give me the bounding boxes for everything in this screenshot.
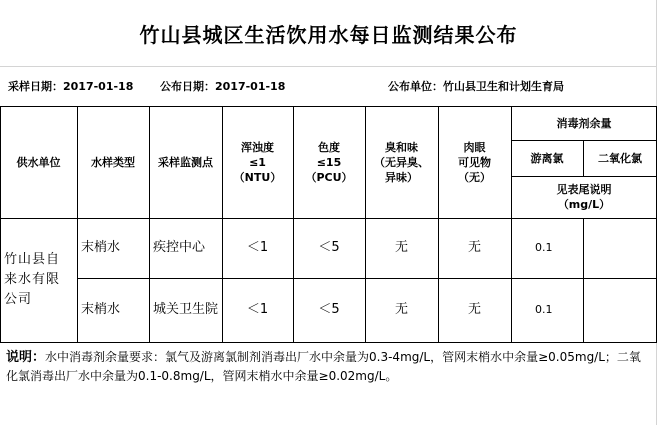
table-border — [0, 342, 657, 343]
row-2-water-type: 末梢水 — [81, 302, 121, 317]
row-2-odor: 无 — [394, 302, 408, 317]
row-1-visible-matter: 无 — [467, 240, 481, 255]
header-color: 色度 ≤15 （PCU） — [305, 140, 353, 184]
row-1-odor: 无 — [394, 240, 408, 255]
results-table — [0, 106, 657, 342]
row-2-sample-point: 城关卫生院 — [153, 302, 219, 317]
notes-text: 水中消毒剂余量要求：氯气及游离氯制剂消毒出厂水中余量为0.3-4mg/L，管网末梢水中余量≥0.05mg/L；二氧化氯消毒出厂水中余量为0.1-0.8mg/L，管网末梢水中余量≥0.02mg/L。 — [6, 350, 641, 383]
row-1-chlorine-dioxide — [583, 218, 657, 278]
row-1-turbidity: ＜1 — [246, 240, 269, 255]
publish-date-value: 2017-01-18 — [215, 80, 286, 93]
row-2-chlorine-dioxide — [583, 278, 657, 342]
publish-date-label: 公布日期： — [160, 80, 215, 93]
header-chlorine-dioxide: 二氧化氯 — [598, 151, 642, 165]
sample-date-value: 2017-01-18 — [63, 80, 134, 93]
row-2-turbidity: ＜1 — [246, 302, 269, 317]
header-odor: 臭和味 （无异臭、 异味） — [374, 140, 429, 184]
sample-date-label: 采样日期： — [8, 80, 63, 93]
header-footnote: 见表尾说明 （mg/L） — [556, 183, 612, 211]
notes — [6, 348, 651, 386]
supplier-name: 竹山县自来水有限公司 — [4, 252, 61, 307]
notes-label: 说明： — [6, 350, 46, 365]
row-1-color: ＜5 — [318, 240, 340, 255]
info-row — [0, 66, 657, 106]
publisher-text — [388, 78, 564, 94]
publisher-value: 竹山县卫生和计划生育局 — [443, 80, 564, 93]
row-1-free-chlorine: 0.1 — [535, 241, 553, 254]
header-sample-point: 采样监测点 — [158, 155, 213, 169]
header-supplier: 供水单位 — [16, 155, 61, 169]
page-title: 竹山县城区生活饮用水每日监测结果公布 — [139, 22, 518, 47]
row-2-free-chlorine: 0.1 — [535, 303, 553, 316]
publish-date-text — [160, 78, 285, 94]
header-turbidity: 浑浊度 ≤1 （NTU） — [233, 140, 282, 184]
row-1-water-type: 末梢水 — [81, 240, 121, 255]
header-visible-matter: 肉眼 可见物 （无） — [458, 140, 491, 184]
row-1-sample-point: 疾控中心 — [153, 240, 206, 255]
header-water-type: 水样类型 — [91, 155, 135, 169]
row-2-visible-matter: 无 — [467, 302, 481, 317]
header-disinfectant: 消毒剂余量 — [556, 116, 612, 130]
header-free-chlorine: 游离氯 — [530, 151, 564, 165]
row-2-color: ＜5 — [318, 302, 340, 317]
sample-date-text — [8, 78, 133, 94]
publisher-label: 公布单位： — [388, 80, 443, 93]
